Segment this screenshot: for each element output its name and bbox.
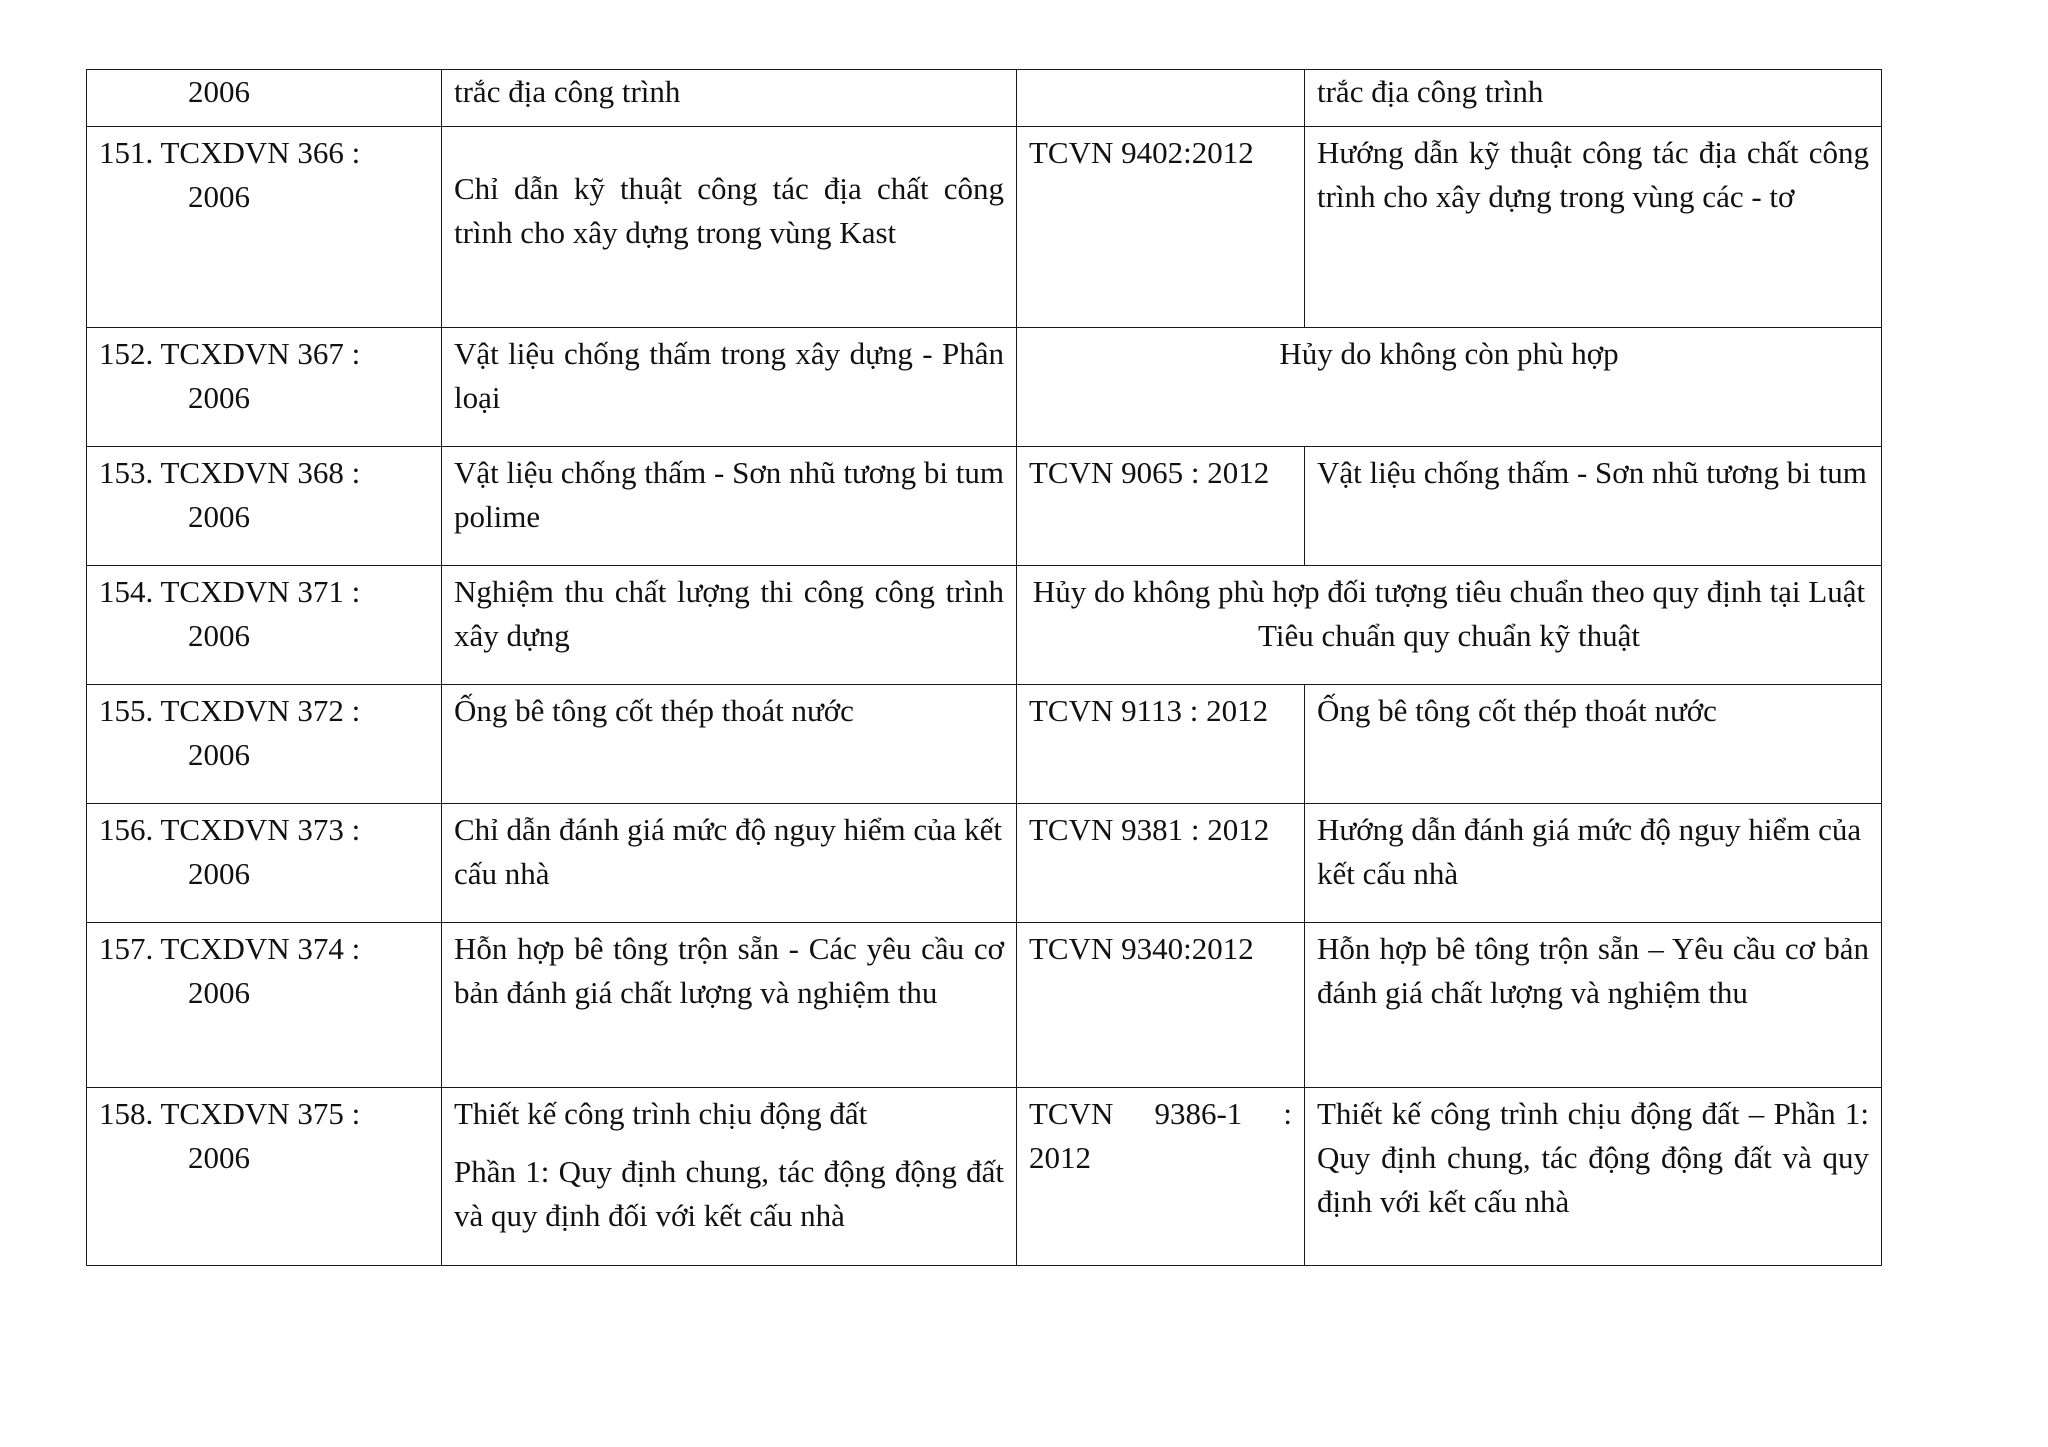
table-row xyxy=(87,328,1882,447)
new-title-cell: Ống bê tông cốt thép thoát nước xyxy=(1305,685,1882,804)
old-title-cell: trắc địa công trình xyxy=(442,70,1017,127)
table-row xyxy=(87,804,1882,923)
new-code-cell xyxy=(1017,70,1305,127)
new-code-cell: TCVN 9065 : 2012 xyxy=(1017,447,1305,566)
table-row xyxy=(87,923,1882,1088)
new-title-cell: trắc địa công trình xyxy=(1305,70,1882,127)
old-title-cell: Ống bê tông cốt thép thoát nước xyxy=(442,685,1017,804)
new-code-cell: TCVN 9386-1 : 2012 xyxy=(1017,1088,1305,1266)
old-code: TCXDVN 375 : xyxy=(160,1096,361,1131)
old-code-year: 2006 xyxy=(188,1140,250,1175)
old-title-cell: Vật liệu chống thấm trong xây dựng - Phân loại xyxy=(442,328,1017,447)
old-code-year: 2006 xyxy=(188,737,250,772)
old-code-cell xyxy=(87,804,442,923)
new-title-cell: Hỗn hợp bê tông trộn sẵn – Yêu cầu cơ bản đánh giá chất lượng và nghiệm thu xyxy=(1305,923,1882,1088)
row-number: 157. xyxy=(99,931,154,966)
old-code-year: 2006 xyxy=(188,499,250,534)
old-title-part: Phần 1: Quy định chung, tác động động đất và quy định đối với kết cấu nhà xyxy=(454,1154,1004,1233)
new-title-cell: Hướng dẫn đánh giá mức độ nguy hiểm của kết cấu nhà xyxy=(1305,804,1882,923)
old-code-cell xyxy=(87,127,442,328)
old-code-cell xyxy=(87,566,442,685)
table-row xyxy=(87,685,1882,804)
old-code-cell xyxy=(87,685,442,804)
old-code-year: 2006 xyxy=(188,618,250,653)
old-code-cell xyxy=(87,1088,442,1266)
table-row xyxy=(87,127,1882,328)
row-number: 158. xyxy=(99,1096,154,1131)
new-code-cell: TCVN 9402:2012 xyxy=(1017,127,1305,328)
old-code-cell xyxy=(87,923,442,1088)
old-title-cell: Hỗn hợp bê tông trộn sẵn - Các yêu cầu cơ bản đánh giá chất lượng và nghiệm thu xyxy=(442,923,1017,1088)
old-title-cell: Vật liệu chống thấm - Sơn nhũ tương bi tum polime xyxy=(442,447,1017,566)
new-title-cell: Vật liệu chống thấm - Sơn nhũ tương bi tum xyxy=(1305,447,1882,566)
table-row xyxy=(87,447,1882,566)
old-code: TCXDVN 373 : xyxy=(160,812,361,847)
old-code: TCXDVN 367 : xyxy=(160,336,361,371)
old-code-cell xyxy=(87,328,442,447)
old-code: TCXDVN 371 : xyxy=(160,574,361,609)
old-title-cell: Nghiệm thu chất lượng thi công công trình xây dựng xyxy=(442,566,1017,685)
old-title-cell: Chỉ dẫn đánh giá mức độ nguy hiểm của kết cấu nhà xyxy=(442,804,1017,923)
old-code-year: 2006 xyxy=(188,179,250,214)
old-title-cell xyxy=(442,1088,1017,1266)
row-number: 151. xyxy=(99,135,154,170)
row-number: 153. xyxy=(99,455,154,490)
old-title-line1: Thiết kế công trình chịu động đất xyxy=(454,1096,868,1131)
new-code-cell: TCVN 9381 : 2012 xyxy=(1017,804,1305,923)
table-row xyxy=(87,1088,1882,1266)
table-row xyxy=(87,70,1882,127)
old-code: TCXDVN 366 : xyxy=(160,135,361,170)
row-number: 156. xyxy=(99,812,154,847)
new-title-cell: Hướng dẫn kỹ thuật công tác địa chất công trình cho xây dựng trong vùng các - tơ xyxy=(1305,127,1882,328)
old-code-cell xyxy=(87,70,442,127)
row-number: 152. xyxy=(99,336,154,371)
old-code-year: 2006 xyxy=(188,74,250,109)
row-number: 155. xyxy=(99,693,154,728)
status-note-cell: Hủy do không phù hợp đối tượng tiêu chuẩn theo quy định tại Luật Tiêu chuẩn quy chuẩn kỹ thuật xyxy=(1017,566,1882,685)
new-code-cell: TCVN 9340:2012 xyxy=(1017,923,1305,1088)
table-row xyxy=(87,566,1882,685)
new-title-cell: Thiết kế công trình chịu động đất – Phần 1: Quy định chung, tác động động đất và quy định với kết cấu nhà xyxy=(1305,1088,1882,1266)
old-code-year: 2006 xyxy=(188,975,250,1010)
old-code: TCXDVN 374 : xyxy=(160,931,361,966)
row-number: 154. xyxy=(99,574,154,609)
old-code: TCXDVN 372 : xyxy=(160,693,361,728)
old-code-year: 2006 xyxy=(188,856,250,891)
old-code: TCXDVN 368 : xyxy=(160,455,361,490)
old-title-cell: Chỉ dẫn kỹ thuật công tác địa chất công trình cho xây dựng trong vùng Kast xyxy=(442,127,1017,328)
new-code-cell: TCVN 9113 : 2012 xyxy=(1017,685,1305,804)
old-code-year: 2006 xyxy=(188,380,250,415)
old-code-cell xyxy=(87,447,442,566)
status-note-cell: Hủy do không còn phù hợp xyxy=(1017,328,1882,447)
standards-table xyxy=(86,69,1882,1266)
